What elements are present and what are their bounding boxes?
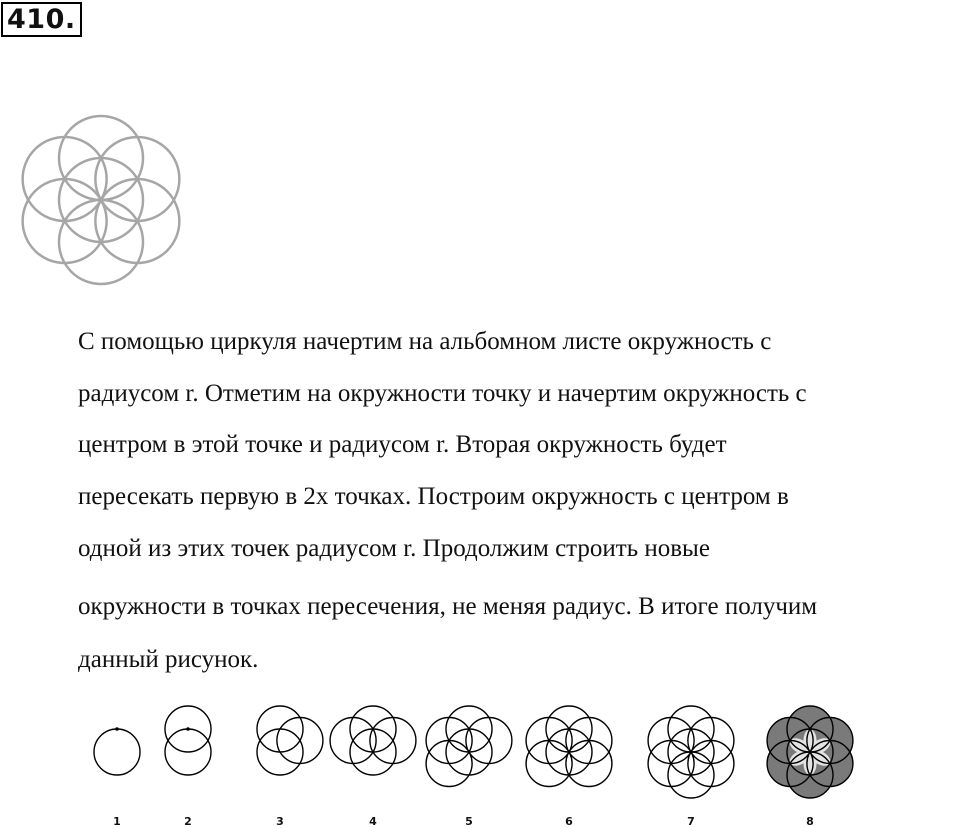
construction-step-1 xyxy=(94,727,140,775)
text-line-7: данный рисунок. xyxy=(78,646,259,673)
center-point xyxy=(186,727,190,731)
text-line-4: пересекать первую в 2х точках. Построим окружность с центром в xyxy=(78,483,789,510)
construction-step-2 xyxy=(165,706,211,775)
text-line-1: С помощью циркуля начертим на альбомном листе окружность с xyxy=(78,328,772,355)
step-label: 6 xyxy=(565,815,573,828)
construction-steps xyxy=(0,700,960,828)
step-label: 8 xyxy=(806,815,814,828)
step-label: 3 xyxy=(276,815,284,828)
construction-step-7 xyxy=(648,706,734,798)
text-line-5: одной из этих точек радиусом r. Продолжим строить новые xyxy=(78,535,710,562)
task-number: 410. xyxy=(1,2,82,37)
step-label: 7 xyxy=(687,815,695,828)
step-label: 4 xyxy=(369,815,377,828)
text-line-2: радиусом r. Отметим на окружности точку и начертим окружность с xyxy=(78,380,807,407)
flower-of-life-figure xyxy=(0,100,210,300)
construction-step-8 xyxy=(767,706,853,798)
step-label: 1 xyxy=(113,815,121,828)
construction-step-5 xyxy=(426,706,512,787)
construction-step-3 xyxy=(257,706,323,775)
step-label: 5 xyxy=(465,815,473,828)
step-circle xyxy=(94,729,140,775)
light-petal xyxy=(803,752,816,775)
step-label: 2 xyxy=(184,815,192,828)
text-line-3: центром в этой точке и радиусом r. Вторая окружность будет xyxy=(78,431,727,458)
construction-steps-drawing xyxy=(0,700,960,812)
construction-step-4 xyxy=(330,706,416,775)
center-point xyxy=(115,727,119,731)
text-line-6: окружности в точках пересечения, не меняя радиус. В итоге получим xyxy=(78,593,818,620)
construction-step-6 xyxy=(526,706,612,787)
